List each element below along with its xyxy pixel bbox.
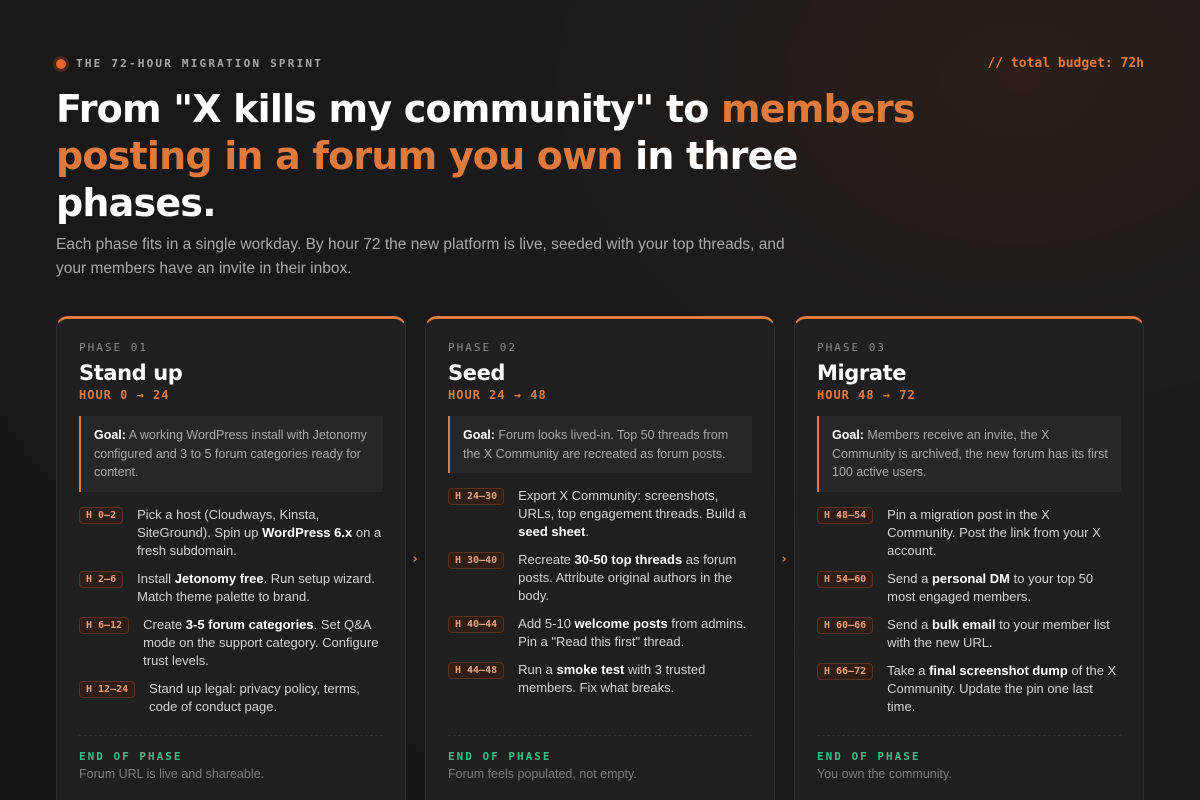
phase-card-2: [425, 316, 775, 800]
step-item: [448, 615, 752, 651]
step-text: [887, 506, 1121, 560]
step-text-bold: seed sheet: [518, 524, 586, 539]
step-text: [518, 661, 752, 697]
goal-label: Goal:: [463, 428, 495, 442]
chevron-right-icon: ›: [412, 552, 418, 567]
end-of-phase-text: Forum URL is live and shareable.: [79, 767, 265, 781]
hour-badge: H 12–24: [79, 681, 135, 698]
phase-goal: [448, 416, 752, 473]
hour-badge: H 48–54: [817, 507, 873, 524]
step-text: [518, 487, 752, 541]
step-text-bold: welcome posts: [574, 616, 668, 631]
phase-title: Seed: [448, 361, 506, 385]
phase-hours: HOUR 0 → 24: [79, 388, 170, 402]
end-of-phase: [448, 735, 752, 781]
step-text-part: to your top 50 most engaged members.: [887, 570, 1094, 604]
step-item: [79, 680, 383, 716]
phase-hours: HOUR 48 → 72: [817, 388, 916, 402]
step-item: [79, 616, 383, 670]
phase-card-3: [794, 316, 1144, 800]
step-text: [518, 551, 752, 605]
step-text-bold: 30-50 top threads: [574, 552, 683, 567]
step-text: [887, 616, 1121, 652]
step-item: [448, 661, 752, 697]
step-text: [887, 570, 1121, 606]
goal-label: Goal:: [94, 428, 126, 442]
headline-part1: From "X kills my community" to: [56, 87, 721, 131]
step-list: [79, 506, 383, 716]
step-text-part: Recreate: [518, 552, 575, 567]
hour-badge: H 2–6: [79, 571, 123, 588]
step-text-part: of the X Community. Update the pin one last time.: [887, 662, 1117, 714]
hour-badge: H 30–40: [448, 552, 504, 569]
step-list: [448, 487, 752, 697]
step-text-part: with 3 trusted members. Fix what breaks.: [518, 662, 706, 695]
step-item: [817, 662, 1121, 716]
phase-goal: [817, 416, 1121, 492]
phase-title: Stand up: [79, 361, 183, 385]
headline-part2: in three phases.: [56, 134, 798, 225]
subheading: Each phase fits in a single workday. By hour 72 the new platform is live, seeded with your top threads, and your members have an invite in their inbox.: [56, 236, 785, 277]
kicker-label: THE 72-HOUR MIGRATION SPRINT: [76, 57, 324, 70]
step-text-bold: bulk email: [931, 616, 996, 632]
end-of-phase-text: Forum feels populated, not empty.: [448, 767, 637, 781]
step-text-part: Send a: [887, 570, 932, 586]
end-of-phase-label: END OF PHASE: [817, 750, 921, 763]
step-text: [518, 615, 752, 651]
step-text-part: Install: [137, 570, 175, 586]
step-item: [448, 487, 752, 541]
step-text: [149, 680, 383, 716]
phase-hours: HOUR 24 → 48: [448, 388, 547, 402]
hour-badge: H 40–44: [448, 616, 504, 633]
step-text-bold: final screenshot dump: [929, 662, 1068, 678]
hour-badge: H 0–2: [79, 507, 123, 524]
end-of-phase-label: END OF PHASE: [448, 750, 552, 763]
headline-accent: members posting in a forum you own: [56, 87, 915, 178]
hour-badge: H 60–66: [817, 617, 873, 634]
step-text-bold: smoke test: [556, 662, 625, 677]
step-text-part: Run a: [518, 662, 557, 677]
budget-note: // total budget: 72h: [987, 56, 1144, 71]
step-text-part: .: [585, 524, 589, 539]
step-text-part: Create: [143, 616, 186, 632]
step-text-part: . Set Q&A mode on the support category. Configure trust levels.: [143, 616, 379, 668]
end-of-phase-label: END OF PHASE: [79, 750, 183, 763]
step-text: [137, 570, 383, 606]
step-text-bold: personal DM: [931, 570, 1010, 586]
step-item: [79, 570, 383, 606]
step-text-part: . Run setup wizard. Match theme palette to brand.: [137, 570, 375, 604]
phase-number: PHASE 02: [448, 341, 517, 354]
phase-title: Migrate: [817, 361, 907, 385]
step-item: [817, 616, 1121, 652]
step-text-bold: 3-5 forum categories: [185, 616, 314, 632]
phase-card-1: [56, 316, 406, 800]
goal-label: Goal:: [832, 428, 864, 442]
goal-text: Members receive an invite, the X Community is archived, the new forum has its first 100 active users.: [832, 428, 1108, 479]
hour-badge: H 24–30: [448, 488, 504, 505]
step-text-part: from admins. Pin a "Read this first" thread.: [518, 616, 747, 649]
chevron-right-icon: ›: [781, 552, 787, 567]
step-text-part: Pin a migration post in the X Community. Post the link from your X account.: [887, 506, 1101, 558]
step-item: [448, 551, 752, 605]
phase-number: PHASE 01: [79, 341, 148, 354]
step-text: [143, 616, 383, 670]
goal-text: A working WordPress install with Jetonomy configured and 3 to 5 forum categories ready for content.: [94, 428, 367, 479]
end-of-phase: [817, 735, 1121, 781]
end-of-phase: [79, 735, 383, 781]
step-text-part: Send a: [887, 616, 932, 632]
status-dot-icon: [56, 59, 66, 69]
goal-text: Forum looks lived-in. Top 50 threads from the X Community are recreated as forum posts.: [463, 428, 729, 461]
step-text: [887, 662, 1121, 716]
step-text-part: to your member list with the new URL.: [887, 616, 1110, 650]
step-item: [79, 506, 383, 560]
hour-badge: H 6–12: [79, 617, 129, 634]
step-text-part: as forum posts. Attribute original authors in the body.: [518, 552, 737, 603]
step-text-part: Pick a host (Cloudways, Kinsta, SiteGround). Spin up: [137, 506, 320, 540]
step-item: [817, 570, 1121, 606]
end-of-phase-text: You own the community.: [817, 767, 952, 781]
step-text-part: Add 5-10: [518, 616, 575, 631]
phase-goal: [79, 416, 383, 492]
step-text-bold: WordPress 6.x: [262, 524, 353, 540]
step-text-bold: Jetonomy free: [174, 570, 264, 586]
step-text-part: Take a: [887, 662, 930, 678]
hour-badge: H 66–72: [817, 663, 873, 680]
phase-number: PHASE 03: [817, 341, 886, 354]
step-text-part: Export X Community: screenshots, URLs, top engagement threads. Build a: [518, 488, 746, 521]
phase-cards: [56, 316, 1144, 800]
step-list: [817, 506, 1121, 716]
page-title: [56, 86, 956, 227]
step-text-part: on a fresh subdomain.: [137, 524, 382, 558]
hour-badge: H 54–60: [817, 571, 873, 588]
step-text: [137, 506, 383, 560]
kicker: [56, 57, 323, 70]
step-text-part: Stand up legal: privacy policy, terms, code of conduct page.: [149, 680, 360, 714]
step-item: [817, 506, 1121, 560]
hour-badge: H 44–48: [448, 662, 504, 679]
